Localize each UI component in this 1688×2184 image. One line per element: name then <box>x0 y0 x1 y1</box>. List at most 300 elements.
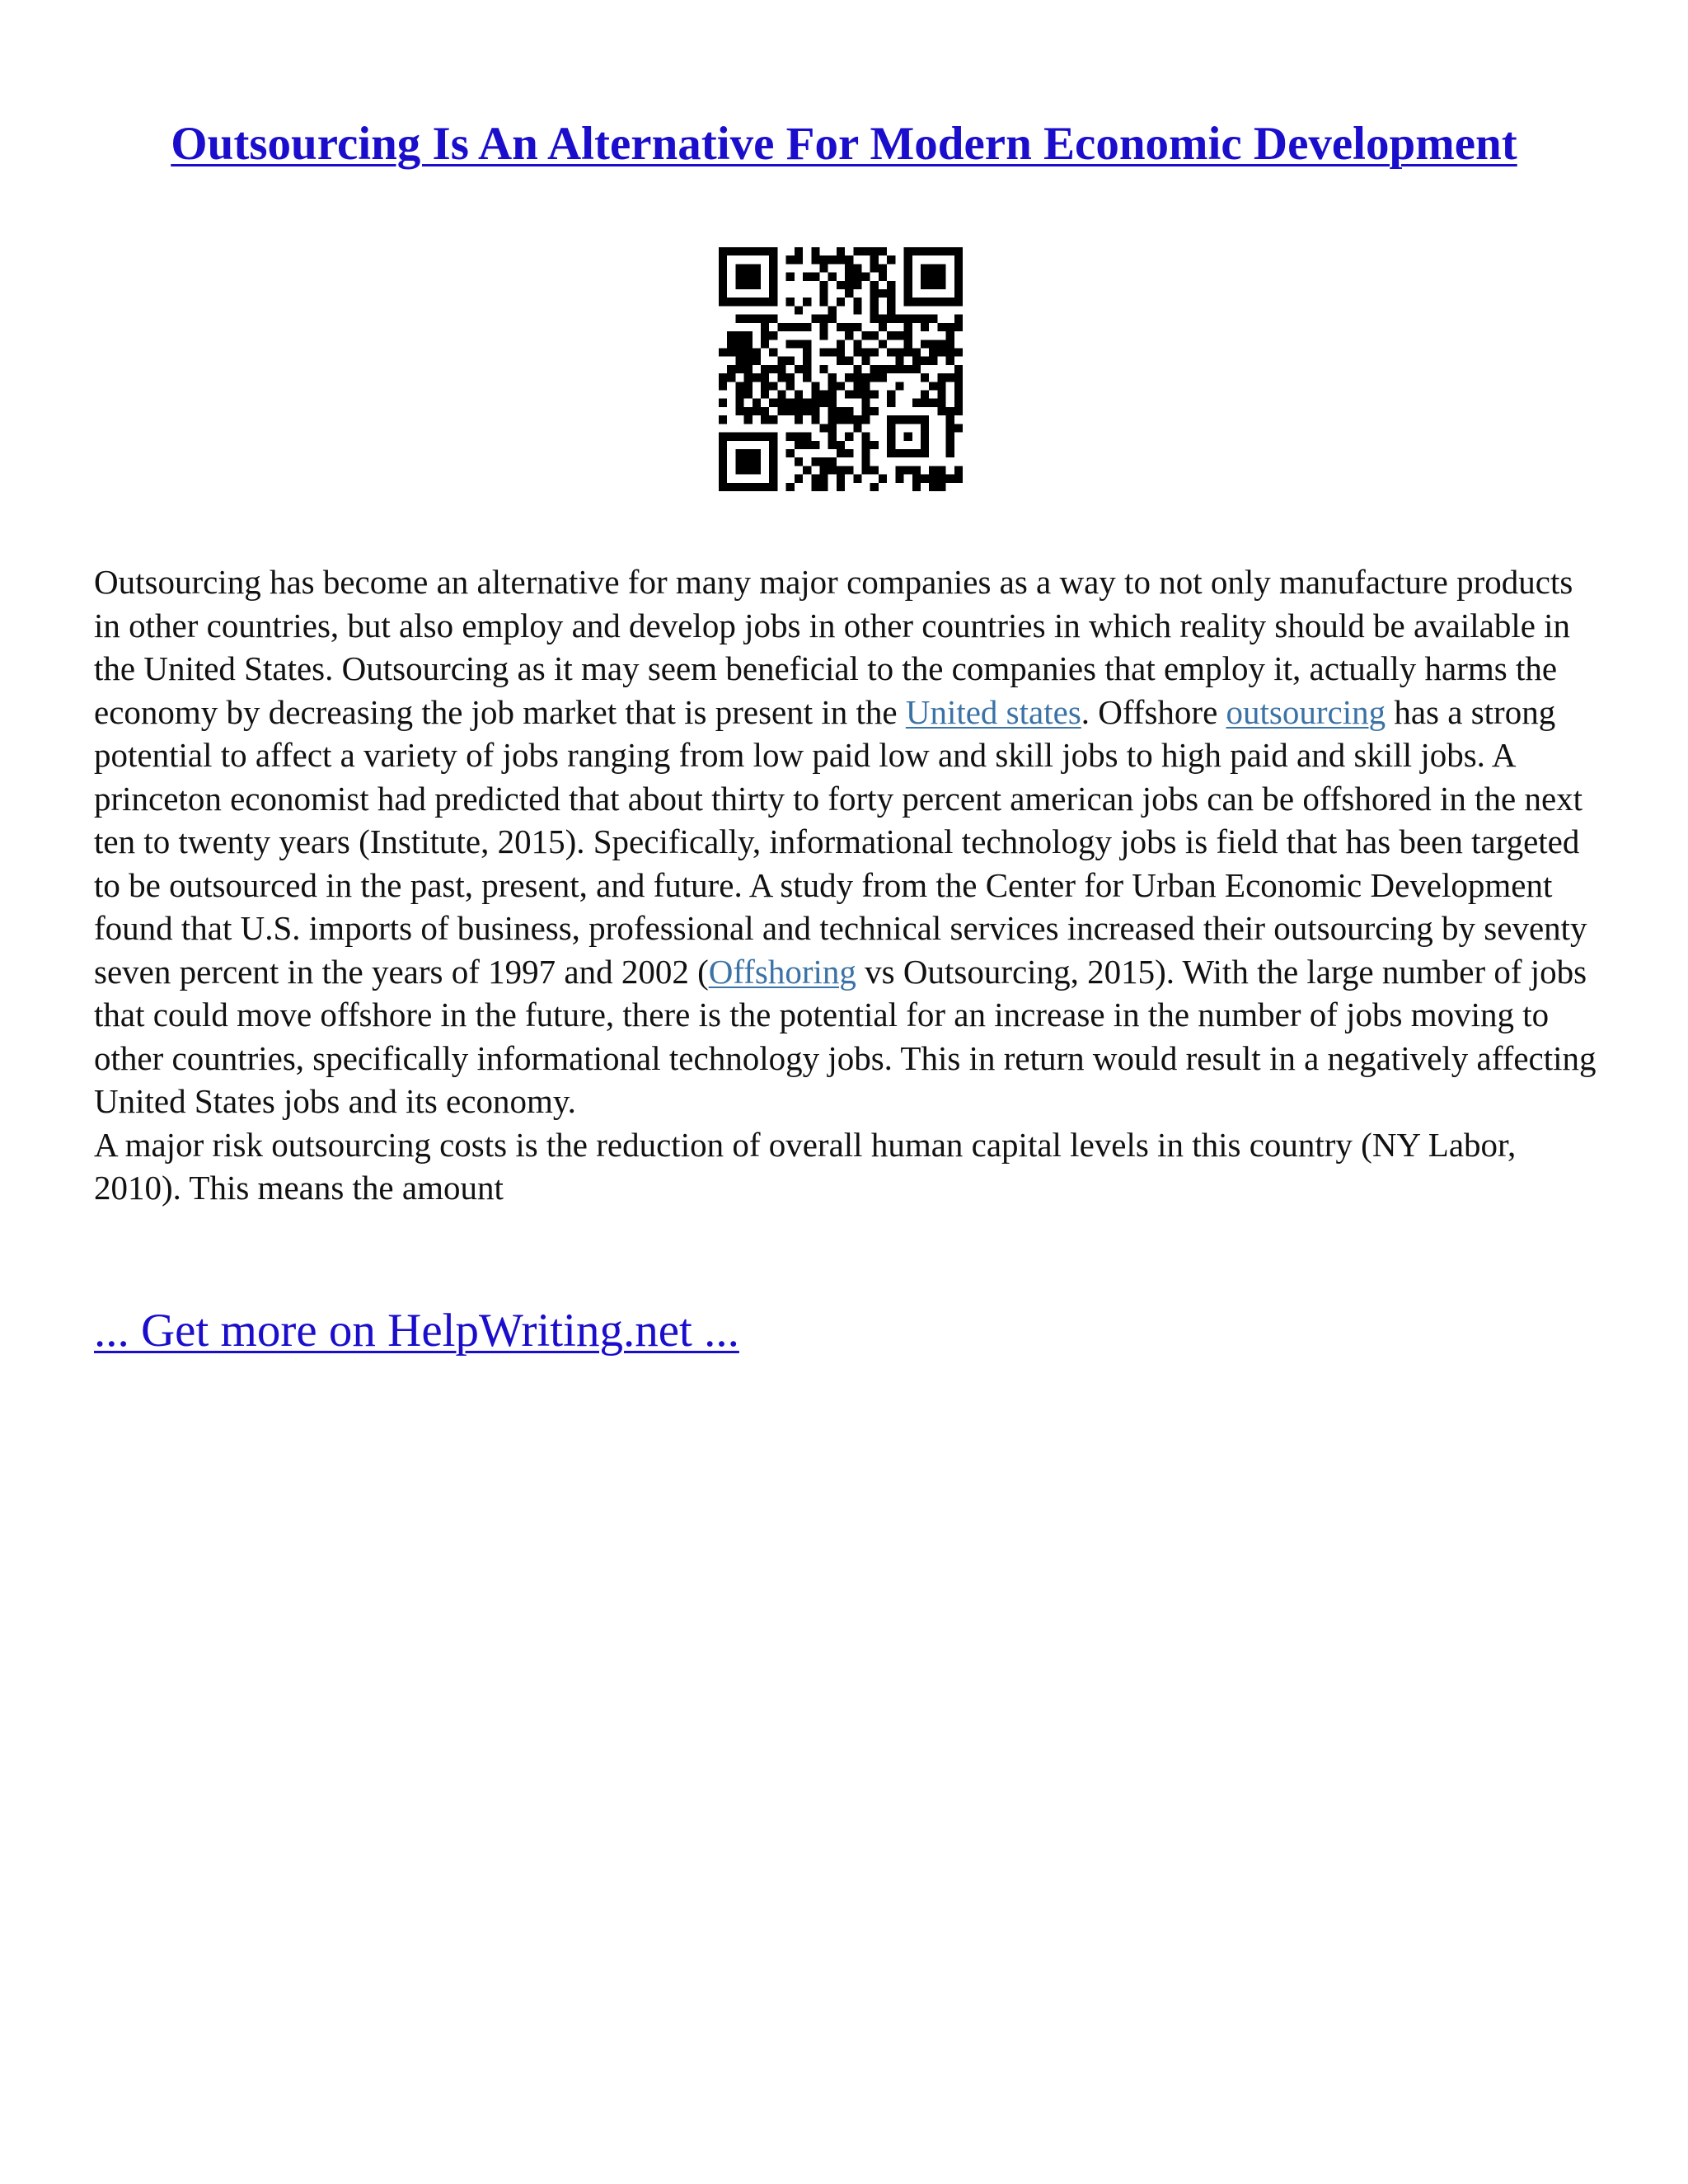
qr-module <box>921 424 929 432</box>
qr-module <box>946 340 954 348</box>
qr-module <box>921 247 929 255</box>
qr-module <box>769 475 777 483</box>
document-title <box>0 115 1688 173</box>
qr-module <box>921 298 929 306</box>
qr-module <box>753 298 761 306</box>
qr-module <box>954 373 963 382</box>
qr-module <box>895 449 903 457</box>
qr-module <box>786 433 795 441</box>
qr-module <box>819 289 828 298</box>
qr-module <box>954 273 963 281</box>
qr-module <box>837 449 845 457</box>
qr-module <box>819 399 828 407</box>
qr-module <box>819 348 828 356</box>
title-link[interactable]: Outsourcing Is An Alternative For Modern Economic Development <box>171 118 1517 170</box>
qr-module <box>929 315 937 323</box>
qr-module <box>946 407 954 415</box>
qr-module <box>753 348 761 356</box>
qr-module <box>904 348 912 356</box>
qr-module <box>803 357 811 365</box>
qr-module <box>895 475 903 483</box>
qr-module <box>912 415 921 424</box>
qr-module <box>904 449 912 457</box>
qr-module <box>719 273 727 281</box>
qr-module <box>735 382 743 390</box>
qr-module <box>744 357 753 365</box>
qr-module <box>811 415 819 424</box>
qr-module <box>786 407 795 415</box>
qr-module <box>744 457 753 466</box>
qr-module <box>946 323 954 331</box>
qr-module <box>853 415 861 424</box>
qr-module <box>769 382 777 390</box>
qr-module <box>921 415 929 424</box>
qr-module <box>795 306 803 314</box>
qr-module <box>753 357 761 365</box>
qr-module <box>912 348 921 356</box>
qr-module <box>870 315 879 323</box>
qr-module <box>870 407 879 415</box>
qr-module <box>719 382 727 390</box>
qr-module <box>853 340 861 348</box>
qr-code-graphic <box>719 247 963 491</box>
qr-module <box>929 298 937 306</box>
qr-module <box>744 281 753 289</box>
qr-module <box>954 281 963 289</box>
qr-module <box>845 264 853 272</box>
qr-module <box>819 298 828 306</box>
qr-module <box>777 373 785 382</box>
qr-module <box>837 415 845 424</box>
qr-module <box>735 457 743 466</box>
qr-module <box>837 340 845 348</box>
qr-module <box>887 298 895 306</box>
qr-module <box>921 264 929 272</box>
qr-module <box>761 365 769 373</box>
qr-module <box>786 399 795 407</box>
qr-module <box>887 315 895 323</box>
qr-module <box>895 415 903 424</box>
qr-module <box>853 373 861 382</box>
paragraph-1-text-c: has a strong potential to affect a variety of jobs ranging from low paid low and skill jobs to high paid and skill jobs. A princeton economist had predicted that about thirty to forty percent american jobs can be offshored in the next ten to twenty years (Institute, 2015). Specifically, informational technology jobs is field that has been targeted to be outsourced in the past, present, and future. A study from the Center for Urban Economic Development found that U.S. imports of business, professional and technical services increased their outsourcing by seventy seven percent in the years of 1997 and 2002 ( <box>94 692 1587 991</box>
qr-module <box>803 298 811 306</box>
qr-module <box>819 331 828 340</box>
qr-module <box>887 433 895 441</box>
qr-module <box>946 298 954 306</box>
qr-module <box>719 348 727 356</box>
qr-module <box>937 373 945 382</box>
qr-module <box>828 415 837 424</box>
get-more-line <box>94 1302 739 1360</box>
qr-module <box>954 289 963 298</box>
qr-module <box>786 357 795 365</box>
qr-module <box>946 373 954 382</box>
qr-module <box>887 255 895 264</box>
qr-module <box>937 483 945 491</box>
qr-module <box>735 449 743 457</box>
qr-module <box>853 306 861 314</box>
qr-module <box>921 315 929 323</box>
qr-module <box>929 247 937 255</box>
qr-module <box>727 340 735 348</box>
qr-module <box>786 340 795 348</box>
qr-module <box>904 298 912 306</box>
qr-module <box>735 365 743 373</box>
qr-module <box>879 323 887 331</box>
qr-module <box>837 475 845 483</box>
qr-module <box>786 273 795 281</box>
qr-module <box>719 433 727 441</box>
qr-module <box>786 449 795 457</box>
qr-module <box>853 298 861 306</box>
qr-module <box>937 407 945 415</box>
qr-module <box>761 433 769 441</box>
qr-module <box>895 315 903 323</box>
qr-module <box>937 340 945 348</box>
qr-module <box>819 483 828 491</box>
qr-module <box>921 373 929 382</box>
qr-module <box>954 424 963 432</box>
qr-module <box>795 340 803 348</box>
qr-module <box>828 441 837 449</box>
qr-module <box>811 399 819 407</box>
qr-module <box>904 315 912 323</box>
qr-module <box>904 247 912 255</box>
qr-module <box>761 315 769 323</box>
qr-module <box>786 382 795 390</box>
qr-module <box>727 365 735 373</box>
qr-module <box>921 273 929 281</box>
qr-module <box>769 348 777 356</box>
qr-module <box>887 331 895 340</box>
qr-module <box>954 298 963 306</box>
qr-module <box>735 466 743 474</box>
qr-module <box>845 255 853 264</box>
qr-module <box>853 348 861 356</box>
qr-module <box>795 323 803 331</box>
qr-module <box>921 449 929 457</box>
qr-module <box>769 433 777 441</box>
qr-module <box>912 315 921 323</box>
qr-module <box>879 264 887 272</box>
qr-module <box>870 264 879 272</box>
paragraph-1 <box>94 560 1602 1123</box>
qr-module <box>727 298 735 306</box>
qr-module <box>744 365 753 373</box>
qr-module <box>862 433 870 441</box>
qr-module <box>819 391 828 399</box>
qr-module <box>744 264 753 272</box>
qr-module <box>735 264 743 272</box>
paragraph-2: A major risk outsourcing costs is the reduction of overall human capital levels in this country (NY Labor, 2010). This means the amount <box>94 1125 1517 1207</box>
paragraph-1-text-d: vs Outsourcing, 2015). With the large number of jobs that could move offshore in the future, there is the potential for an increase in the number of jobs moving to other countries, specifically informational technology jobs. This in return would result in a negatively affecting United States jobs and its economy. <box>94 952 1597 1120</box>
qr-module <box>744 382 753 390</box>
qr-module <box>870 331 879 340</box>
qr-module <box>870 373 879 382</box>
qr-module <box>769 457 777 466</box>
qr-module <box>862 441 870 449</box>
qr-module <box>887 441 895 449</box>
qr-module <box>895 365 903 373</box>
qr-module <box>904 365 912 373</box>
qr-module <box>912 365 921 373</box>
qr-module <box>744 247 753 255</box>
qr-module <box>744 298 753 306</box>
qr-module <box>921 441 929 449</box>
qr-module <box>921 281 929 289</box>
qr-module <box>803 433 811 441</box>
qr-module <box>862 373 870 382</box>
qr-module <box>862 449 870 457</box>
qr-module <box>870 247 879 255</box>
qr-module <box>761 407 769 415</box>
qr-module <box>786 255 795 264</box>
qr-module <box>735 331 743 340</box>
united-states-link[interactable]: United states <box>905 692 1081 731</box>
qr-module <box>819 466 828 474</box>
qr-module <box>954 255 963 264</box>
qr-module <box>937 298 945 306</box>
qr-module <box>870 281 879 289</box>
qr-module <box>954 407 963 415</box>
qr-module <box>954 264 963 272</box>
qr-module <box>819 475 828 483</box>
qr-module <box>819 365 828 373</box>
qr-module <box>803 348 811 356</box>
qr-module <box>845 373 853 382</box>
qr-module <box>769 281 777 289</box>
qr-module <box>769 331 777 340</box>
qr-module <box>929 281 937 289</box>
qr-module <box>727 348 735 356</box>
qr-module <box>946 475 954 483</box>
qr-module <box>761 331 769 340</box>
qr-module <box>837 466 845 474</box>
qr-module <box>819 457 828 466</box>
qr-module <box>887 424 895 432</box>
qr-module <box>904 433 912 441</box>
qr-module <box>929 483 937 491</box>
qr-module <box>811 315 819 323</box>
qr-module <box>845 466 853 474</box>
qr-module <box>929 348 937 356</box>
qr-module <box>887 391 895 399</box>
qr-module <box>769 449 777 457</box>
qr-module <box>769 483 777 491</box>
qr-module <box>929 382 937 390</box>
qr-module <box>819 323 828 331</box>
qr-module <box>828 433 837 441</box>
qr-module <box>744 331 753 340</box>
qr-module <box>753 281 761 289</box>
qr-module <box>921 323 929 331</box>
qr-module <box>954 399 963 407</box>
qr-module <box>845 273 853 281</box>
qr-module <box>853 475 861 483</box>
qr-module <box>828 457 837 466</box>
qr-module <box>811 407 819 415</box>
qr-module <box>744 373 753 382</box>
qr-module <box>937 247 945 255</box>
qr-module <box>753 264 761 272</box>
qr-module <box>954 348 963 356</box>
qr-module <box>777 407 785 415</box>
qr-module <box>795 391 803 399</box>
qr-module <box>837 298 845 306</box>
qr-module <box>912 399 921 407</box>
qr-module <box>904 323 912 331</box>
qr-module <box>803 373 811 382</box>
qr-module <box>719 247 727 255</box>
qr-module <box>744 340 753 348</box>
qr-module <box>862 331 870 340</box>
qr-module <box>769 247 777 255</box>
qr-module <box>819 424 828 432</box>
qr-module <box>837 441 845 449</box>
qr-module <box>921 433 929 441</box>
qr-module <box>744 449 753 457</box>
qr-module <box>937 391 945 399</box>
qr-module <box>946 441 954 449</box>
qr-module <box>845 331 853 340</box>
qr-module <box>929 399 937 407</box>
qr-module <box>879 373 887 382</box>
qr-module <box>946 331 954 340</box>
qr-module <box>870 306 879 314</box>
qr-module <box>727 247 735 255</box>
qr-module <box>735 391 743 399</box>
qr-module <box>862 457 870 466</box>
qr-module <box>862 399 870 407</box>
qr-module <box>954 466 963 474</box>
qr-module <box>828 399 837 407</box>
qr-module <box>837 382 845 390</box>
qr-module <box>879 273 887 281</box>
qr-module <box>870 483 879 491</box>
qr-module <box>735 273 743 281</box>
qr-module <box>904 340 912 348</box>
qr-module <box>937 281 945 289</box>
qr-module <box>811 483 819 491</box>
qr-module <box>795 457 803 466</box>
qr-module <box>803 323 811 331</box>
qr-module <box>803 466 811 474</box>
qr-module <box>853 391 861 399</box>
qr-module <box>946 415 954 424</box>
qr-module <box>921 399 929 407</box>
qr-module <box>828 373 837 382</box>
qr-module <box>811 255 819 264</box>
qr-module <box>929 357 937 365</box>
qr-module <box>795 415 803 424</box>
qr-module <box>887 348 895 356</box>
qr-module <box>735 281 743 289</box>
get-more-link[interactable]: ... Get more on HelpWriting.net ... <box>94 1305 739 1357</box>
qr-module <box>744 315 753 323</box>
qr-module <box>954 475 963 483</box>
qr-module <box>828 466 837 474</box>
qr-module <box>837 281 845 289</box>
article-body <box>94 560 1602 1210</box>
qr-module <box>929 340 937 348</box>
qr-module <box>929 475 937 483</box>
qr-module <box>845 449 853 457</box>
qr-module <box>719 255 727 264</box>
qr-module <box>954 391 963 399</box>
qr-module <box>753 373 761 382</box>
qr-module <box>870 391 879 399</box>
qr-module <box>761 373 769 382</box>
qr-module <box>904 281 912 289</box>
qr-module <box>828 407 837 415</box>
qr-module <box>870 365 879 373</box>
qr-module <box>786 298 795 306</box>
qr-module <box>777 399 785 407</box>
qr-module <box>845 357 853 365</box>
qr-module <box>853 382 861 390</box>
qr-module <box>946 247 954 255</box>
offshoring-link[interactable]: Offshoring <box>708 952 856 991</box>
qr-module <box>753 483 761 491</box>
qr-module <box>744 415 753 424</box>
qr-module <box>744 273 753 281</box>
qr-module <box>837 247 845 255</box>
qr-module <box>769 415 777 424</box>
qr-module <box>862 382 870 390</box>
qr-module <box>803 441 811 449</box>
qr-module <box>879 247 887 255</box>
qr-module <box>719 415 727 424</box>
qr-module <box>921 357 929 365</box>
qr-module <box>719 289 727 298</box>
qr-module <box>921 475 929 483</box>
qr-module <box>853 424 861 432</box>
qr-module <box>744 433 753 441</box>
qr-module <box>803 340 811 348</box>
qr-module <box>753 399 761 407</box>
qr-module <box>795 399 803 407</box>
qr-module <box>937 273 945 281</box>
qr-module <box>887 449 895 457</box>
qr-module <box>786 323 795 331</box>
qr-module <box>912 247 921 255</box>
qr-module <box>744 391 753 399</box>
qr-module <box>811 391 819 399</box>
qr-module <box>853 273 861 281</box>
qr-module <box>819 255 828 264</box>
qr-module <box>795 365 803 373</box>
qr-module <box>954 315 963 323</box>
qr-module <box>862 466 870 474</box>
qr-module <box>845 391 853 399</box>
qr-module <box>719 449 727 457</box>
qr-module <box>828 348 837 356</box>
qr-module <box>946 424 954 432</box>
qr-module <box>761 483 769 491</box>
qr-module <box>719 457 727 466</box>
qr-module <box>862 391 870 399</box>
outsourcing-link[interactable]: outsourcing <box>1226 692 1386 731</box>
qr-module <box>954 247 963 255</box>
qr-module <box>777 323 785 331</box>
qr-module <box>795 441 803 449</box>
qr-module <box>904 273 912 281</box>
qr-module <box>870 255 879 264</box>
qr-module <box>912 466 921 474</box>
qr-module <box>769 365 777 373</box>
qr-module <box>761 298 769 306</box>
qr-module <box>946 449 954 457</box>
